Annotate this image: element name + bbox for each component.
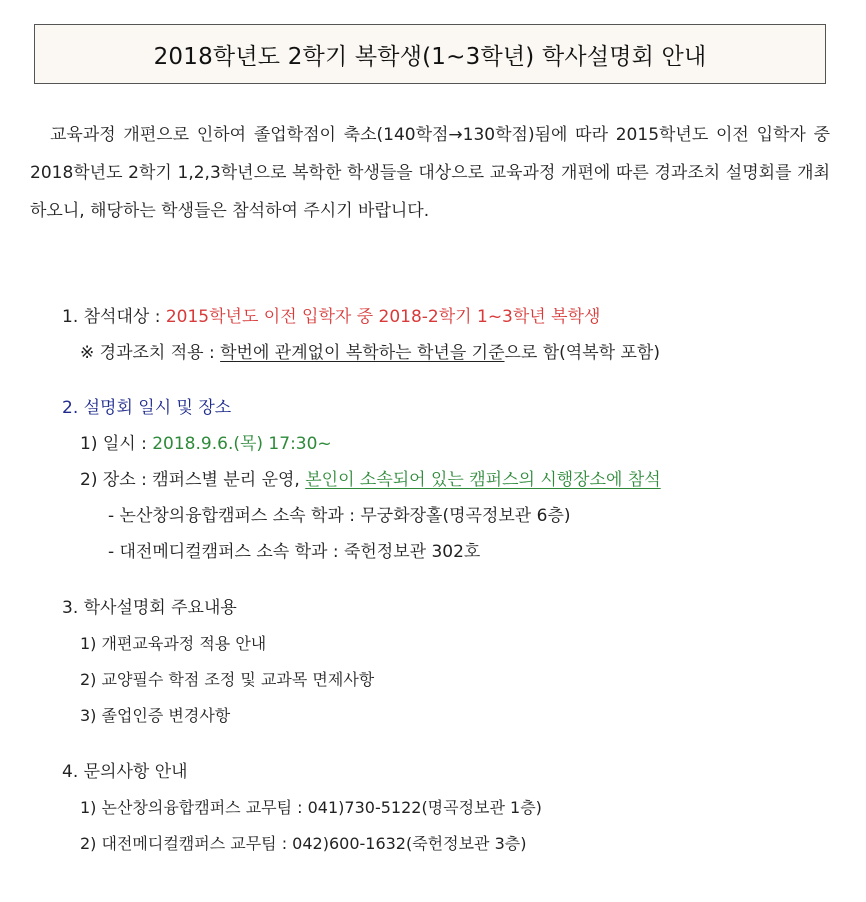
section1-note [80, 341, 660, 365]
section3-item: 3) 졸업인증 변경사항 [80, 706, 231, 725]
section2-campus-nonsan: - 논산창의융합캠퍼스 소속 학과 : 무궁화장홀(명곡정보관 6층) [108, 506, 571, 526]
section3-item: 1) 개편교육과정 적용 안내 [80, 634, 267, 653]
section2-heading: 2. 설명회 일시 및 장소 [62, 398, 232, 418]
section4-heading: 4. 문의사항 안내 [62, 762, 188, 782]
section1-label: 1. 참석대상 : [62, 307, 166, 327]
section2-date-value: 2018.9.6.(목) 17:30~ [152, 434, 332, 454]
section2-place-label: 2) 장소 : 캠퍼스별 분리 운영, [80, 470, 306, 490]
title-box [34, 24, 826, 84]
section3-item: 2) 교양필수 학점 조정 및 교과목 면제사항 [80, 670, 375, 689]
section2-date [80, 432, 332, 456]
section4-contact-daejeon: 2) 대전메디컬캠퍼스 교무팀 : 042)600-1632(죽헌정보관 3층) [80, 834, 527, 853]
section1-target: 2015학년도 이전 입학자 중 2018-2학기 1~3학년 복학생 [165, 307, 601, 327]
page-title: 2018학년도 2학기 복학생(1~3학년) 학사설명회 안내 [153, 43, 707, 70]
section2-place [80, 468, 661, 492]
section2-date-label: 1) 일시 : [80, 434, 153, 454]
section3-heading: 3. 학사설명회 주요내용 [62, 598, 237, 618]
section1-note-underlined: 학번에 관계없이 복학하는 학년을 기준 [220, 343, 505, 363]
section4-contact-nonsan: 1) 논산창의융합캠퍼스 교무팀 : 041)730-5122(명곡정보관 1층) [80, 798, 542, 817]
section1-note-prefix: ※ 경과조치 적용 : [80, 343, 221, 363]
section1-note-suffix: 으로 함(역복학 포함) [504, 343, 660, 363]
section2-place-highlight: 본인이 소속되어 있는 캠퍼스의 시행장소에 참석 [305, 470, 661, 490]
intro-paragraph: 교육과정 개편으로 인하여 졸업학점이 축소(140학점→130학점)됨에 따라 2015학년도 이전 입학자 중 2018학년도 2학기 1,2,3학년으로 복학한 학생들을 대상으로 교육과정 개편에 따른 경과조치 설명회를 개최하오니, 해당하는 학생들은 참석하여 주시기 바랍니다. [30, 125, 830, 221]
section1-heading [62, 305, 600, 329]
section2-campus-daejeon: - 대전메디컬캠퍼스 소속 학과 : 죽헌정보관 302호 [108, 542, 481, 562]
